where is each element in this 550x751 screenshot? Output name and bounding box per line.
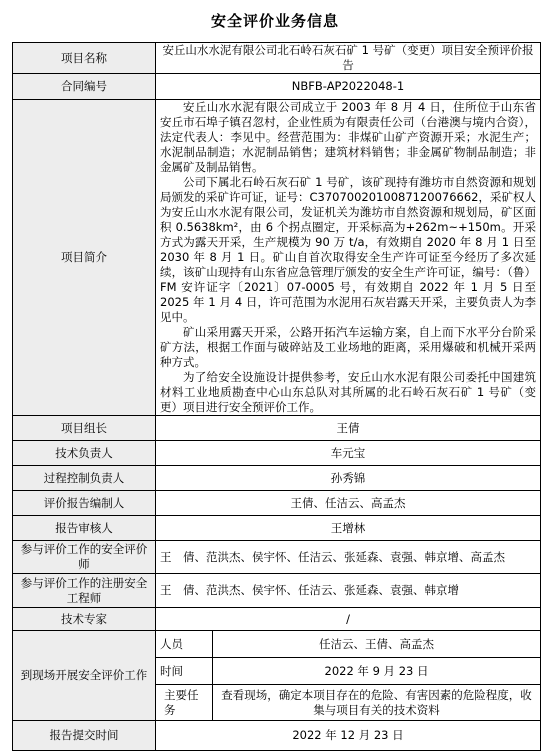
report-reviewer-value: 王增林	[156, 516, 541, 541]
intro-value	[156, 100, 541, 416]
safety-evaluators-label: 参与评价工作的安全评价师	[13, 541, 156, 574]
intro-paragraph: 为了给安全设施设计提供参考，安丘山水水泥有限公司委托中国建筑材料工业地质勘查中心山东总队对其所属的北石岭石灰石矿 1 号矿（变更）项目进行安全预评价工作。	[160, 370, 536, 414]
submit-date-value: 2022 年 12 月 23 日	[156, 721, 541, 751]
table-row	[13, 541, 541, 574]
site-people-value: 任洁云、王倩、高孟杰	[213, 631, 541, 658]
table-row	[13, 74, 541, 100]
table-row	[13, 441, 541, 466]
table-row	[13, 574, 541, 608]
process-lead-label: 过程控制负责人	[13, 466, 156, 491]
intro-label: 项目简介	[13, 100, 156, 416]
table-row	[13, 608, 541, 631]
table-row	[13, 631, 541, 658]
project-name-value: 安丘山水水泥有限公司北石岭石灰石矿 1 号矿（变更）项目安全预评价报告	[156, 43, 541, 74]
tech-lead-value: 车元宝	[156, 441, 541, 466]
site-time-value: 2022 年 9 月 23 日	[213, 658, 541, 685]
report-author-value: 王倩、任洁云、高孟杰	[156, 491, 541, 516]
info-table	[12, 42, 541, 751]
table-row	[13, 43, 541, 74]
site-task-label: 主要任务	[156, 685, 213, 721]
site-visit-label: 到现场开展安全评价工作	[13, 631, 156, 721]
leader-label: 项目组长	[13, 416, 156, 441]
site-time-label: 时间	[156, 658, 213, 685]
experts-value: /	[156, 608, 541, 631]
site-task-value: 查看现场，确定本项目存在的危险、有害因素的危险程度，收集与项目有关的技术资料	[213, 685, 541, 721]
site-people-label: 人员	[156, 631, 213, 658]
tech-lead-label: 技术负责人	[13, 441, 156, 466]
safety-engineers-value: 王 倩、范洪杰、侯宇怀、任洁云、张延森、袁强、韩京增	[156, 574, 541, 608]
table-row	[13, 416, 541, 441]
table-row	[13, 100, 541, 416]
table-row	[13, 516, 541, 541]
submit-date-label: 报告提交时间	[13, 721, 156, 751]
intro-paragraph: 矿山采用露天开采，公路开拓汽车运输方案，自上而下水平分台阶采矿方法，根据工作面与破碎站及工业场地的距离，采用爆破和机械开采两种方式。	[160, 325, 536, 369]
project-name-label: 项目名称	[13, 43, 156, 74]
table-row	[13, 491, 541, 516]
leader-value: 王倩	[156, 416, 541, 441]
table-row	[13, 466, 541, 491]
page-title: 安全评价业务信息	[210, 12, 339, 30]
table-row	[13, 721, 541, 751]
process-lead-value: 孙秀锦	[156, 466, 541, 491]
contract-no-value: NBFB-AP2022048-1	[156, 74, 541, 100]
experts-label: 技术专家	[13, 608, 156, 631]
intro-paragraph: 公司下属北石岭石灰石矿 1 号矿，该矿现持有潍坊市自然资源和规划局颁发的采矿许可证，证号：C3707002010087120076662，采矿权人为安丘山水水泥有限公司，发证机关为潍坊市自然资源和规划局，矿区面积 0.5638km²，由 6 个拐点圈定，开采标高为+262m~+150m。开采方式为露天开采，生产规模为 90 万 t/a，有效期自 2020 年 8 月 1 日至 2030 年 8 月 1 日。矿山自首次取得安全生产许可证至今经历了多次延续，该矿山现持有山东省应急管理厅颁发的安全生产许可证，编号：（鲁）FM 安许证字〔2021〕07-0005 号，有效期自 2022 年 1 月 5 日至 2025 年 1 月 4 日，许可范围为水泥用石灰岩露天开采，主要负责人为李见中。	[160, 175, 536, 324]
report-reviewer-label: 报告审核人	[13, 516, 156, 541]
report-author-label: 评价报告编制人	[13, 491, 156, 516]
intro-paragraph: 安丘山水水泥有限公司成立于 2003 年 8 月 4 日，住所位于山东省安丘市石埠子镇召忽村，企业性质为有限责任公司（台港澳与境内合资），法定代表人：李见中。经营范围为：非煤矿山矿产资源开采；水泥生产；水泥制品制造；水泥制品销售；建筑材料销售；非金属矿物制品制造；非金属矿及制品销售。	[160, 100, 536, 174]
safety-engineers-label: 参与评价工作的注册安全工程师	[13, 574, 156, 608]
contract-no-label: 合同编号	[13, 74, 156, 100]
safety-evaluators-value: 王 倩、范洪杰、侯宇怀、任洁云、张延森、袁强、韩京增、高孟杰	[156, 541, 541, 574]
